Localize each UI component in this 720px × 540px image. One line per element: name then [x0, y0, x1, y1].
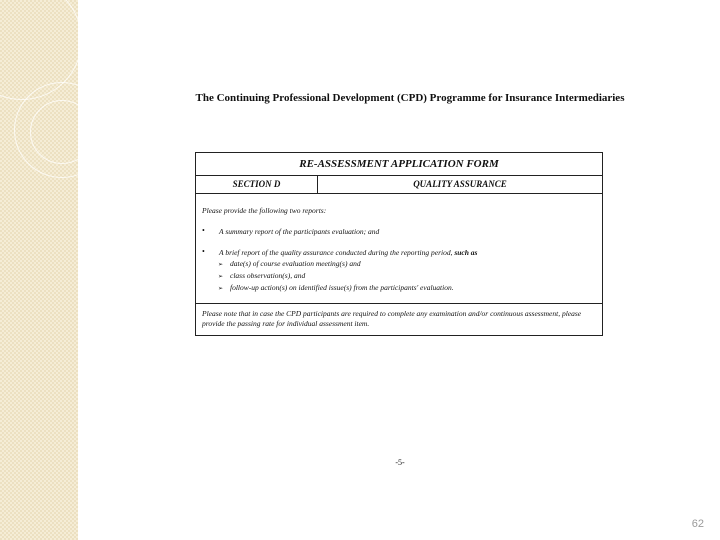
list-item-text: A brief report of the quality assurance conducted during the reporting period, [219, 248, 453, 257]
bullet-icon: • [202, 226, 205, 235]
emphasis-text: such as [454, 248, 478, 257]
document-title: The Continuing Professional Development (CPD) Programme for Insurance Intermediaries [195, 92, 625, 104]
section-label: SECTION D [196, 176, 318, 193]
page-marker: -5- [395, 458, 405, 467]
sub-list-item [218, 283, 454, 292]
bullet-icon: • [202, 247, 205, 256]
section-row [196, 176, 602, 194]
sub-item-text: date(s) of course evaluation meeting(s) and [230, 259, 361, 268]
slide-number: 62 [691, 518, 704, 530]
form-heading: RE-ASSESSMENT APPLICATION FORM [196, 153, 602, 176]
list-item: A summary report of the participants evaluation; and [219, 227, 380, 236]
sub-item-text: class observation(s), and [230, 271, 306, 280]
form-note: Please note that in case the CPD participants are required to complete any examination and/or continuous assessment, please provide the passing rate for individual assessment item. [202, 309, 582, 328]
decorative-ring [30, 100, 94, 164]
sub-item-text: follow-up action(s) on identified issue(s) from the participants' evaluation. [230, 283, 454, 292]
arrow-bullet-icon: ➢ [218, 262, 224, 268]
sub-list-item [218, 271, 305, 280]
sub-list-item [218, 259, 361, 268]
arrow-bullet-icon: ➢ [218, 274, 224, 280]
section-title: QUALITY ASSURANCE [413, 179, 507, 189]
reassessment-form [195, 152, 603, 336]
decorative-side-strip [0, 0, 78, 540]
form-intro: Please provide the following two reports: [202, 206, 327, 215]
list-item [219, 248, 477, 257]
form-body [196, 194, 602, 304]
arrow-bullet-icon: ➢ [218, 286, 224, 292]
